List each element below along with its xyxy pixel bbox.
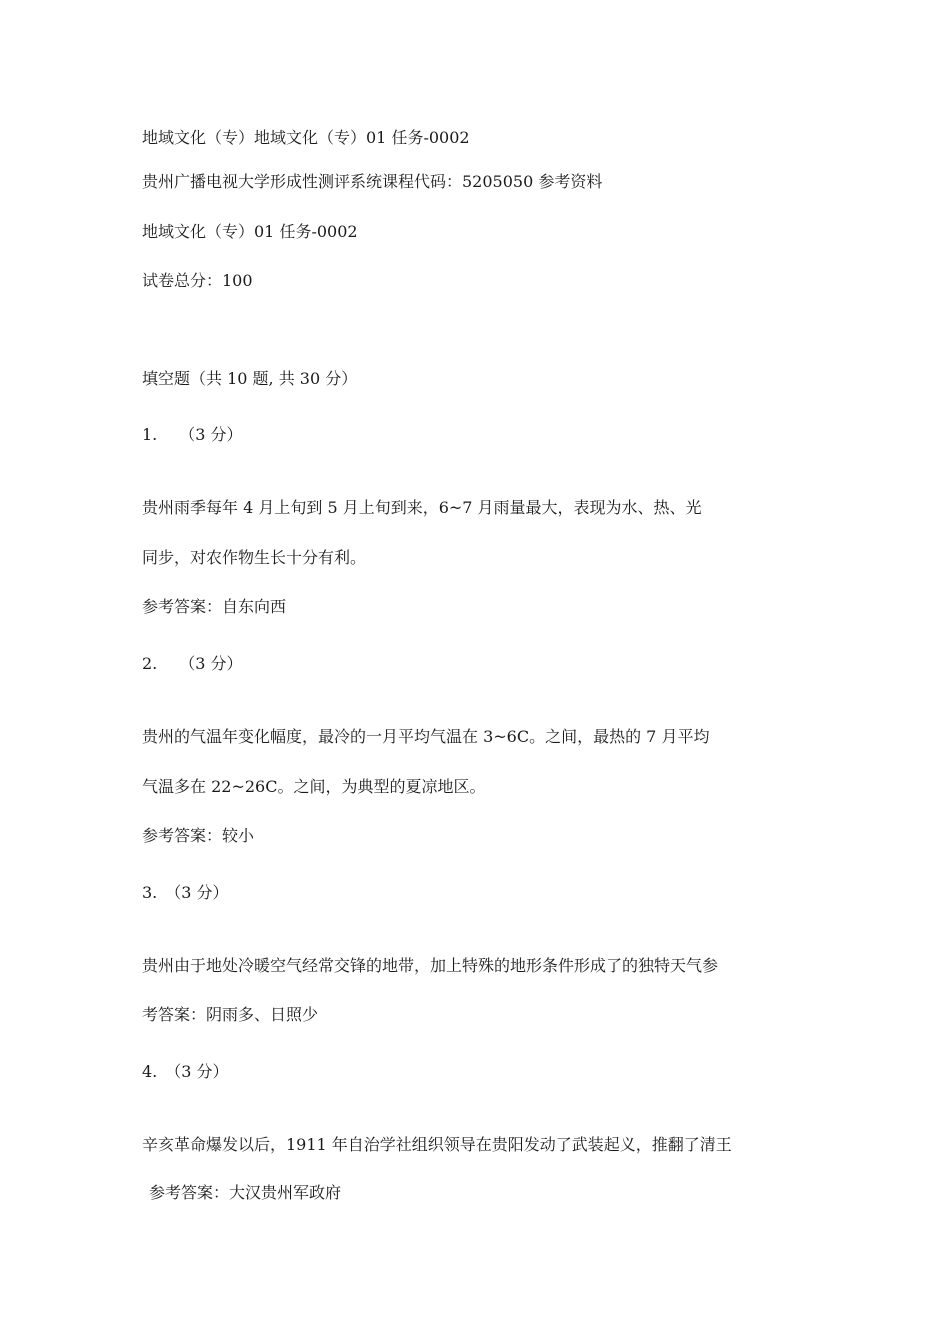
question-2-text-line-1: 贵州的气温年变化幅度，最冷的一月平均气温在 3~6C。之间，最热的 7 月平均	[142, 727, 710, 746]
question-4-answer: 参考答案：大汉贵州军政府	[149, 1183, 342, 1202]
question-1-text-line-1: 贵州雨季每年 4 月上旬到 5 月上旬到来，6~7 月雨量最大，表现为水、热、光	[142, 498, 702, 517]
question-3-text-line-1: 贵州由于地处冷暖空气经常交锋的地带，加上特殊的地形条件形成了的独特天气参	[142, 956, 719, 975]
doc-subtitle: 地域文化（专）01 任务-0002	[142, 222, 358, 241]
question-points: （3 分）	[179, 425, 243, 444]
question-number: 3.	[142, 883, 158, 902]
question-points: （3 分）	[179, 654, 243, 673]
question-number: 2.	[142, 654, 158, 673]
question-1-answer: 参考答案：自东向西	[142, 597, 287, 616]
question-1-text-line-2: 同步，对农作物生长十分有利。	[142, 548, 367, 567]
question-1-header	[142, 425, 243, 445]
question-3-header	[142, 883, 229, 903]
question-number: 4.	[142, 1062, 158, 1081]
doc-title: 地域文化（专）地域文化（专）01 任务-0002	[142, 128, 470, 147]
question-4-text-line-1: 辛亥革命爆发以后，1911 年自治学社组织领导在贵阳发动了武装起义，推翻了清王	[142, 1135, 732, 1154]
question-3-answer: 考答案：阴雨多、日照少	[142, 1005, 319, 1024]
question-2-header	[142, 654, 243, 674]
total-score: 试卷总分：100	[142, 271, 253, 290]
section-heading: 填空题（共 10 题, 共 30 分）	[142, 369, 358, 388]
question-4-header	[142, 1062, 229, 1082]
question-2-text-line-2: 气温多在 22~26C。之间，为典型的夏凉地区。	[142, 777, 486, 796]
question-points: （3 分）	[165, 1062, 229, 1081]
question-2-answer: 参考答案：较小	[142, 826, 255, 845]
question-points: （3 分）	[165, 883, 229, 902]
question-number: 1.	[142, 425, 158, 444]
course-line: 贵州广播电视大学形成性测评系统课程代码：5205050 参考资料	[142, 172, 603, 191]
